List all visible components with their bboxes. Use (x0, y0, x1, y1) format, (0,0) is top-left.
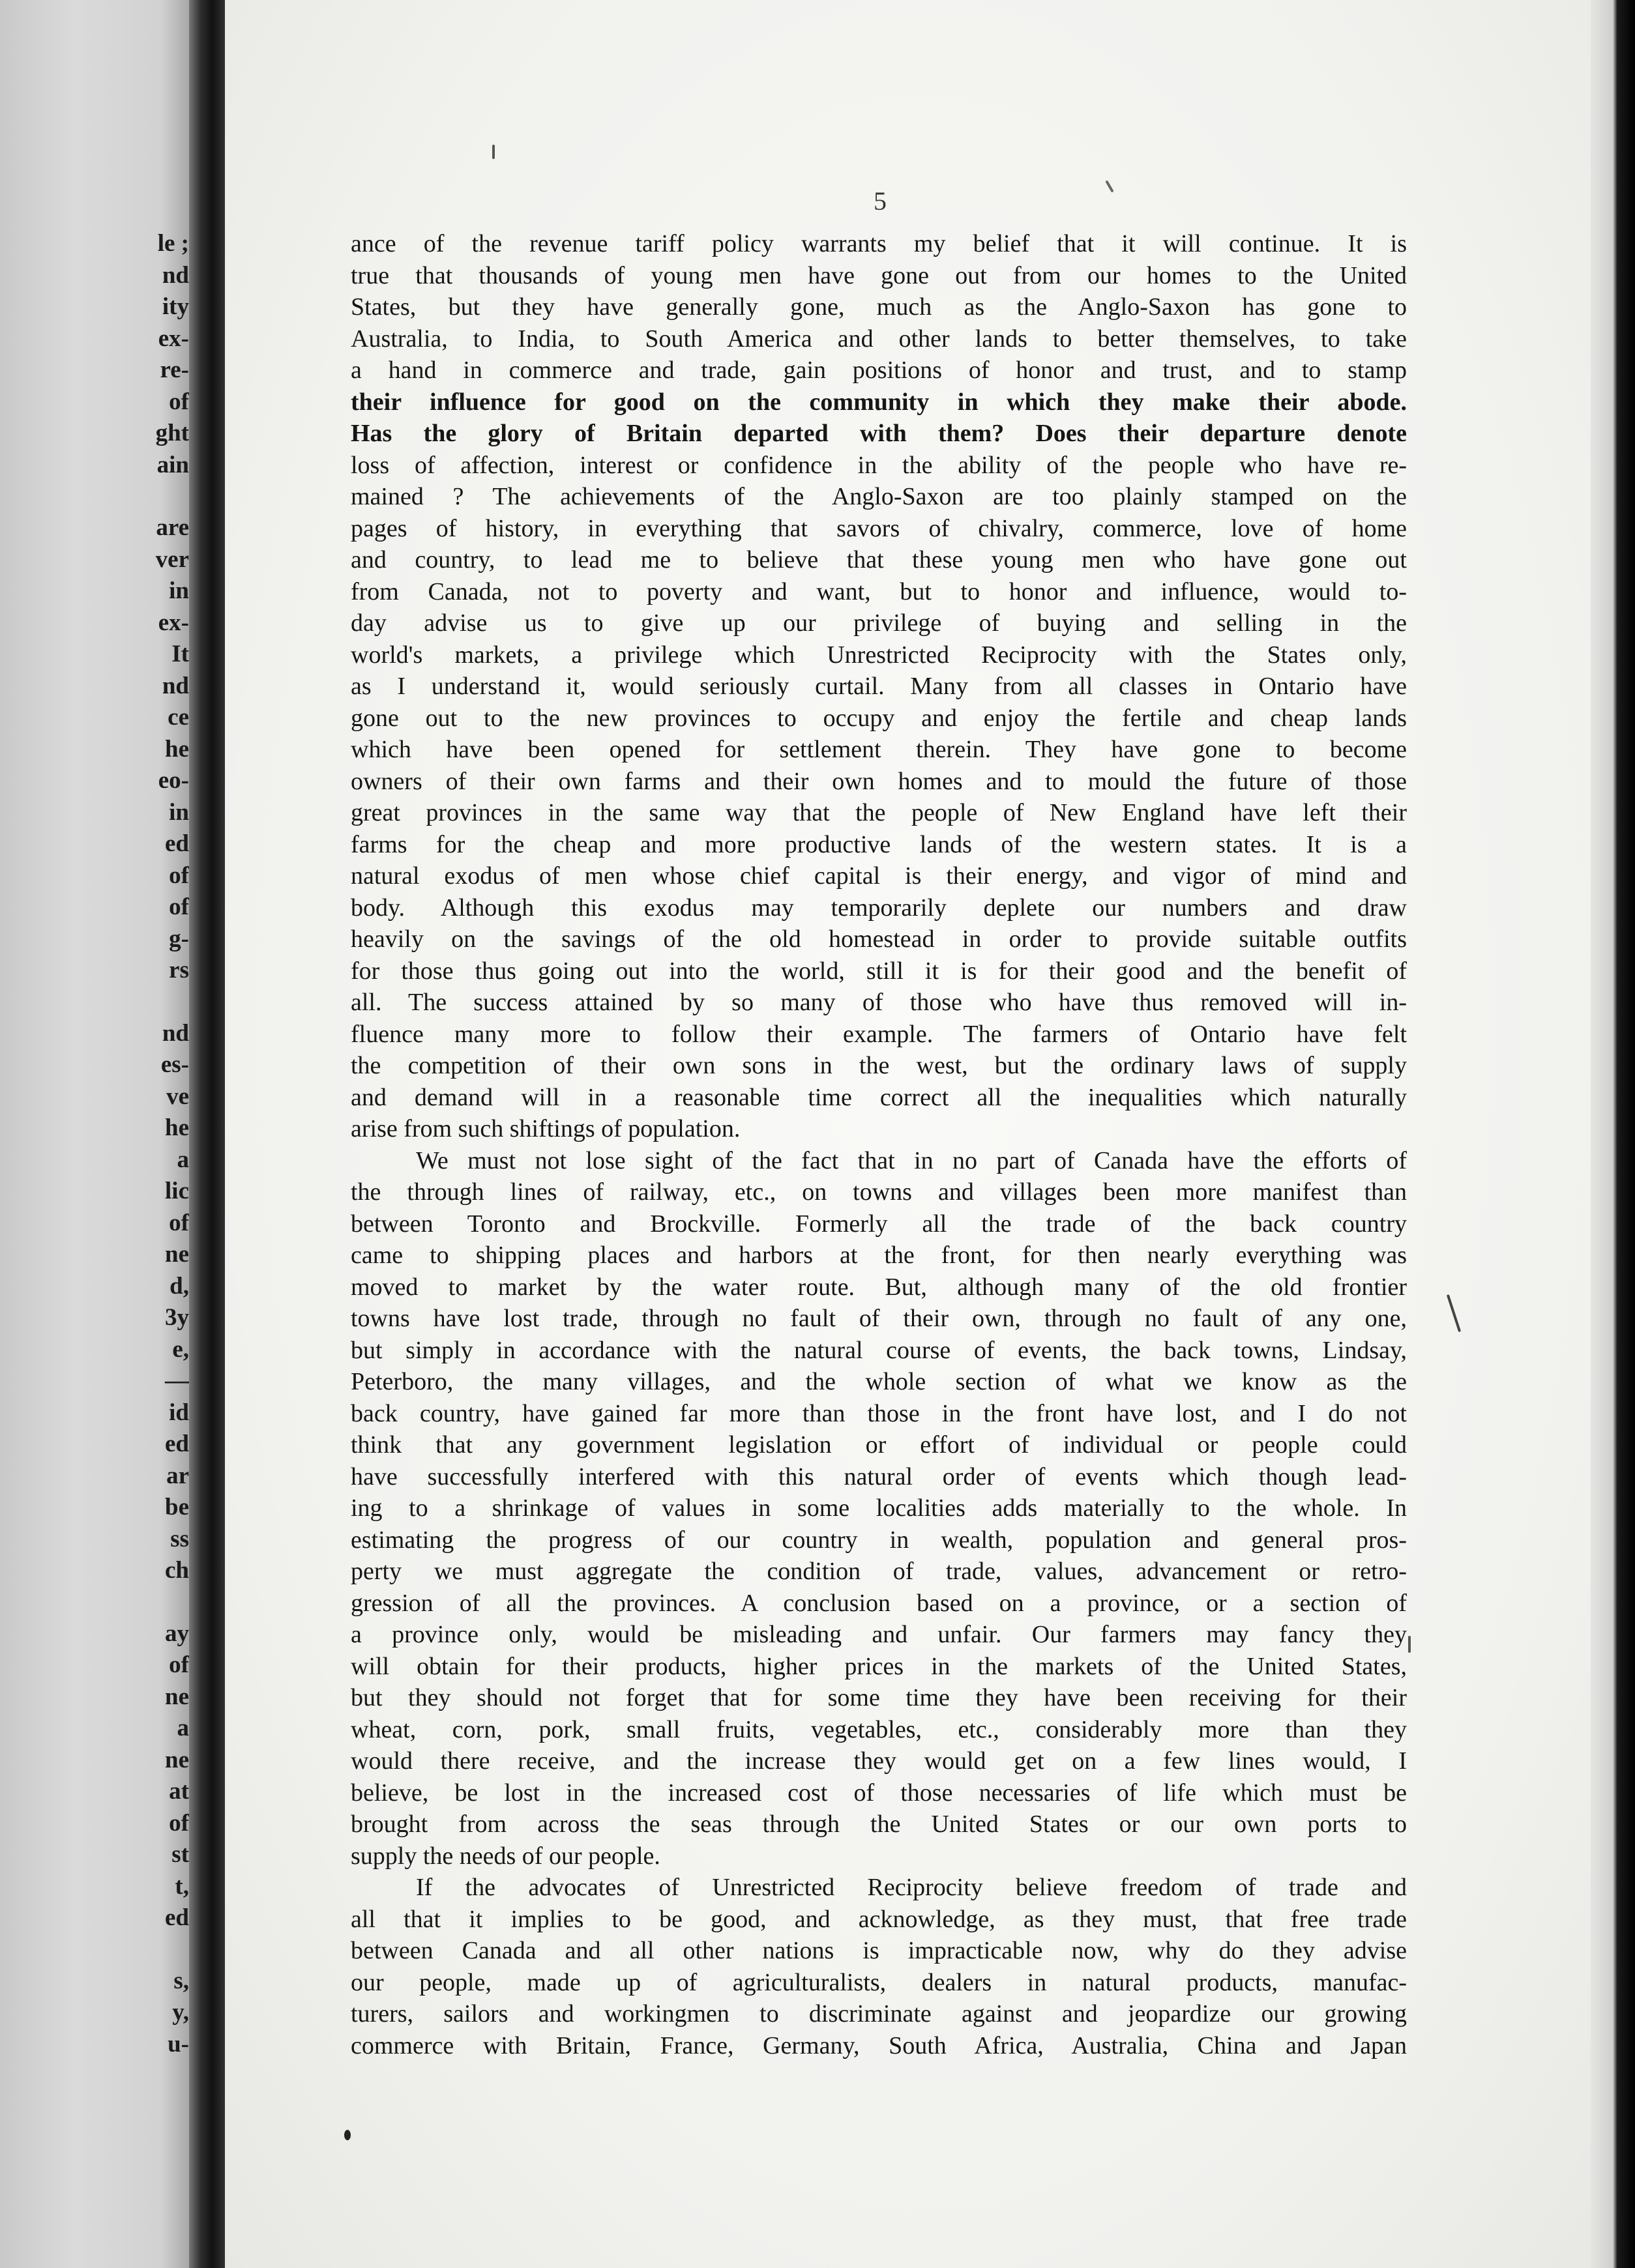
previous-page-fragment: lic (165, 1178, 189, 1204)
previous-page-fragment: eo- (158, 767, 189, 794)
previous-page-fragment: rs (169, 957, 189, 983)
previous-page-fragment: of (169, 1209, 189, 1236)
previous-page-fragment: of (169, 862, 189, 889)
text-line: true that thousands of young men have gone out from our homes to the United (351, 261, 1407, 289)
text-line: natural exodus of men whose chief capital is their energy, and vigor of mind and (351, 862, 1407, 890)
previous-page-fragment: — (165, 1367, 189, 1394)
previous-page-fragment: ch (165, 1557, 189, 1584)
previous-page-fragment: ne (165, 1241, 189, 1268)
text-line: moved to market by the water route. But, although many of the old frontier (351, 1273, 1407, 1301)
previous-page-fragment (4, 1934, 189, 1966)
text-line: world's markets, a privilege which Unrestricted Reciprocity with the States only, (351, 641, 1407, 669)
text-line: for those thus going out into the world, still it is for their good and the benefit of (351, 957, 1407, 985)
previous-page-fragment: he (165, 735, 189, 763)
previous-page-fragment (4, 987, 189, 1018)
text-line: turers, sailors and workingmen to discriminate against and jeopardize our growing (351, 2000, 1407, 2028)
text-line: and demand will in a reasonable time correct all the inequalities which naturally (351, 1083, 1407, 1111)
body-text (351, 228, 1407, 2061)
previous-page-fragment: ex- (158, 609, 189, 636)
text-line: from Canada, not to poverty and want, but to honor and influence, would to- (351, 577, 1407, 605)
text-line: Australia, to India, to South America and other lands to better themselves, to take (351, 325, 1407, 353)
text-line: would there receive, and the increase they would get on a few lines would, I (351, 1747, 1407, 1775)
book-gutter (189, 0, 228, 2268)
previous-page-fragment: id (169, 1399, 189, 1426)
previous-page-fragment: ve (166, 1083, 189, 1110)
text-line: the competition of their own sons in the west, but the ordinary laws of supply (351, 1052, 1407, 1079)
text-line: wheat, corn, pork, small fruits, vegetables, etc., considerably more than they (351, 1715, 1407, 1743)
text-line: mained ? The achievements of the Anglo-Saxon are too plainly stamped on the (351, 483, 1407, 510)
previous-page-fragment: at (169, 1778, 189, 1805)
previous-page-fragment: st (171, 1841, 189, 1868)
text-line: ing to a shrinkage of values in some localities adds materially to the whole. In (351, 1494, 1407, 1522)
previous-page-fragment: nd (162, 261, 189, 289)
previous-page-fragment: e, (172, 1335, 189, 1363)
previous-page-fragment: 3y (165, 1304, 189, 1331)
text-line: will obtain for their products, higher prices in the markets of the United States, (351, 1652, 1407, 1680)
text-line: think that any government legislation or effort of individual or people could (351, 1431, 1407, 1459)
previous-page-fragment: ain (156, 451, 189, 478)
previous-page-fragment: in (169, 798, 189, 826)
right-page-edge (1591, 0, 1635, 2268)
text-line: all. The success attained by so many of those who have thus removed will in- (351, 989, 1407, 1016)
text-line: If the advocates of Unrestricted Reciprocity believe freedom of trade and (416, 1874, 1407, 1901)
text-line: commerce with Britain, France, Germany, South Africa, Australia, China and Japan (351, 2031, 1407, 2059)
text-line: a province only, would be misleading and unfair. Our farmers may fancy they (351, 1621, 1407, 1648)
previous-page-fragment: ity (162, 293, 189, 320)
text-line: brought from across the seas through the United States or our own ports to (351, 1810, 1407, 1838)
previous-page-fragment: It (171, 641, 189, 667)
previous-page-fragment: of (169, 1809, 189, 1837)
previous-page-fragment (4, 481, 189, 512)
previous-page-fragment (4, 1587, 189, 1618)
previous-page-fragments (4, 228, 189, 2060)
text-line: day advise us to give up our privilege of buying and selling in the (351, 609, 1407, 637)
text-line: have successfully interfered with this natural order of events which though lead- (351, 1462, 1407, 1490)
previous-page-fragment: d, (169, 1272, 189, 1300)
text-line: great provinces in the same way that the people of New England have left their (351, 799, 1407, 826)
text-line: their influence for good on the community in which they make their abode. (351, 388, 1407, 416)
ink-speck (1408, 1636, 1411, 1653)
text-line: States, but they have generally gone, much as the Anglo-Saxon has gone to (351, 293, 1407, 321)
text-line: owners of their own farms and their own homes and to mould the future of those (351, 767, 1407, 795)
text-line: fluence many more to follow their example. The farmers of Ontario have felt (351, 1020, 1407, 1048)
text-line: loss of affection, interest or confidence in the ability of the people who have re- (351, 451, 1407, 479)
previous-page-fragment: of (169, 388, 189, 415)
previous-page-fragment: t, (175, 1872, 189, 1900)
text-line: pages of history, in everything that savors of chivalry, commerce, love of home (351, 514, 1407, 542)
previous-page-fragment: in (169, 577, 189, 604)
text-line: believe, be lost in the increased cost of those necessaries of life which must be (351, 1779, 1407, 1807)
text-line: the through lines of railway, etc., on towns and villages been more manifest than (351, 1178, 1407, 1206)
previous-page-fragment: g- (169, 925, 189, 952)
text-line: supply the needs of our people. (351, 1842, 660, 1870)
previous-page-fragment: ar (166, 1462, 189, 1489)
text-line: ance of the revenue tariff policy warrants my belief that it will continue. It is (351, 230, 1407, 257)
text-line: arise from such shiftings of population. (351, 1115, 741, 1142)
ink-speck (344, 2130, 351, 2140)
previous-page-fragment: ss (170, 1525, 189, 1552)
previous-page-fragment: of (169, 894, 189, 920)
previous-page-fragment: re- (160, 356, 189, 383)
text-line: heavily on the savings of the old homestead in order to provide suitable outfits (351, 925, 1407, 953)
previous-page-fragment: ed (165, 1431, 189, 1457)
text-line: gone out to the new provinces to occupy and enjoy the fertile and cheap lands (351, 704, 1407, 732)
previous-page-fragment: ne (165, 1683, 189, 1710)
text-line: a hand in commerce and trade, gain positions of honor and trust, and to stamp (351, 356, 1407, 384)
text-line: all that it implies to be good, and acknowledge, as they must, that free trade (351, 1905, 1407, 1933)
text-line: Peterboro, the many villages, and the whole section of what we know as the (351, 1368, 1407, 1395)
previous-page-fragment: ex- (158, 325, 189, 352)
text-line: which have been opened for settlement therein. They have gone to become (351, 736, 1407, 763)
text-line: between Canada and all other nations is impracticable now, why do they advise (351, 1937, 1407, 1964)
ink-speck (492, 145, 495, 159)
text-line: but they should not forget that for some time they have been receiving for their (351, 1684, 1407, 1711)
page-number: 5 (874, 186, 887, 216)
previous-page-fragment: ver (155, 545, 189, 573)
previous-page-fragment: u- (168, 2030, 189, 2057)
previous-page-fragment: y, (172, 1999, 189, 2026)
previous-page-fragment: ed (165, 1904, 189, 1931)
previous-page-fragment: a (177, 1715, 189, 1741)
previous-page-fragment: ght (155, 420, 189, 446)
previous-page-fragment: a (177, 1146, 189, 1173)
previous-page-fragment: nd (162, 672, 189, 699)
previous-page-fragment: he (165, 1114, 189, 1141)
previous-page-fragment: are (156, 514, 189, 541)
previous-page-fragment: ce (168, 704, 189, 731)
previous-page-fragment: le ; (157, 230, 189, 257)
previous-page-fragment: es- (160, 1051, 189, 1078)
text-line: We must not lose sight of the fact that in no part of Canada have the efforts of (416, 1146, 1407, 1174)
previous-page-fragment: of (169, 1651, 189, 1678)
text-line: body. Although this exodus may temporarily deplete our numbers and draw (351, 894, 1407, 922)
previous-page-edge (0, 0, 189, 2268)
text-line: came to shipping places and harbors at the front, for then nearly everything was (351, 1242, 1407, 1269)
previous-page-fragment: ed (165, 830, 189, 857)
previous-page-fragment: s, (173, 1967, 189, 1994)
text-line: Has the glory of Britain departed with them? Does their departure denote (351, 420, 1407, 447)
text-line: perty we must aggregate the condition of trade, values, advancement or retro- (351, 1558, 1407, 1585)
text-line: our people, made up of agriculturalists, dealers in natural products, manufac- (351, 1968, 1407, 1996)
text-line: farms for the cheap and more productive lands of the western states. It is a (351, 830, 1407, 858)
text-line: towns have lost trade, through no fault of their own, through no fault of any one, (351, 1305, 1407, 1332)
text-line: but simply in accordance with the natural course of events, the back towns, Lindsay, (351, 1336, 1407, 1364)
previous-page-fragment: be (165, 1494, 189, 1520)
text-line: back country, have gained far more than those in the front have lost, and I do not (351, 1399, 1407, 1427)
text-line: gression of all the provinces. A conclusion based on a province, or a section of (351, 1589, 1407, 1617)
previous-page-fragment: ay (165, 1620, 189, 1647)
text-line: between Toronto and Brockville. Formerly all the trade of the back country (351, 1210, 1407, 1238)
previous-page-fragment: nd (162, 1019, 189, 1047)
text-line: as I understand it, would seriously curtail. Many from all classes in Ontario have (351, 673, 1407, 700)
previous-page-fragment: ne (165, 1746, 189, 1773)
text-line: estimating the progress of our country in wealth, population and general pros- (351, 1526, 1407, 1554)
text-line: and country, to lead me to believe that these young men who have gone out (351, 546, 1407, 574)
